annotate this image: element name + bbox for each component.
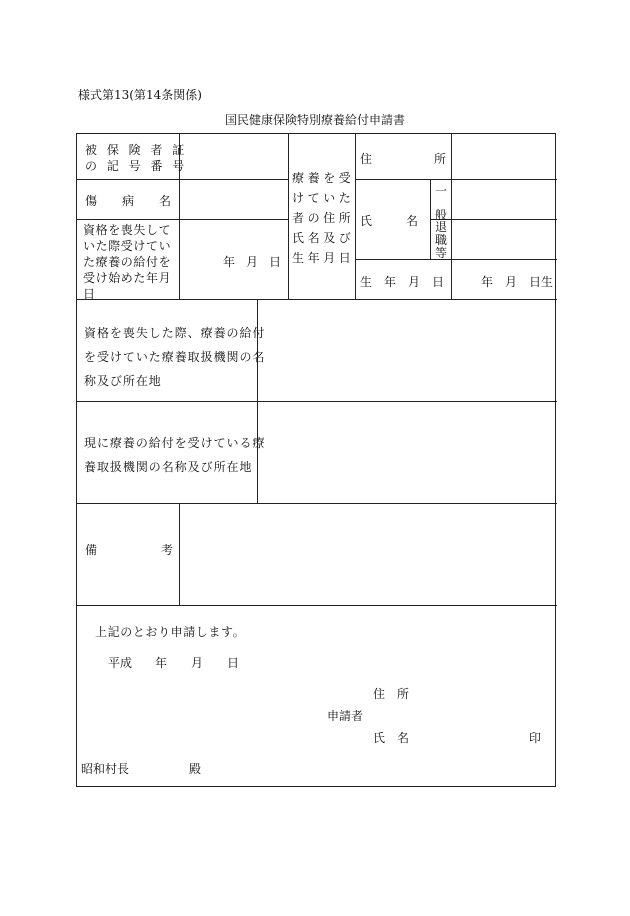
category-retired: 退 職 等	[434, 220, 447, 260]
injury-name-field[interactable]	[180, 180, 287, 218]
name-field[interactable]	[452, 180, 556, 258]
lost-date-field[interactable]: 年 月 日	[223, 255, 281, 269]
applicant-address-label: 住 所	[373, 687, 409, 701]
document-title: 国民健康保険特別療養給付申請書	[224, 113, 405, 127]
addressee-label: 昭和村長	[81, 762, 130, 776]
insured-cert-label: 被 保 険 者 証 の 記 号 番 号	[85, 143, 188, 173]
applicant-name-label: 氏 名	[373, 731, 409, 745]
injury-name-label: 傷 病 名	[85, 194, 171, 208]
honorific-label: 殿	[189, 762, 202, 776]
form-number-label: 様式第13(第14条関係)	[78, 88, 202, 102]
remarks-label: 備 考	[85, 543, 173, 557]
application-date[interactable]: 平成 年 月 日	[108, 656, 240, 670]
birth-date-label: 生 年 月 日	[360, 275, 444, 289]
seal-mark: 印	[529, 731, 542, 745]
birth-date-field[interactable]: 年 月 日生	[481, 275, 553, 289]
applicant-field[interactable]	[417, 682, 527, 746]
address-field[interactable]	[452, 135, 556, 178]
facility-at-loss-field[interactable]	[258, 300, 556, 400]
lost-date-label: 資格を喪失して いた際受けてい た療養の給付を 受け始めた年月 日	[83, 223, 172, 301]
applicant-label: 申請者	[327, 709, 364, 723]
category-general: 一 般	[434, 184, 447, 222]
recipient-label: 療養を受 けていた 者の住所 氏名及び 生年月日	[292, 171, 355, 265]
address-label: 住 所	[360, 152, 446, 166]
insured-cert-field[interactable]	[180, 135, 287, 178]
facility-current-label: 現に療養の給付を受けている療 養取扱機関の名称及び所在地	[84, 436, 266, 474]
application-form-table	[76, 133, 556, 787]
facility-current-field[interactable]	[258, 402, 556, 502]
declaration-statement: 上記のとおり申請します。	[95, 625, 246, 639]
name-label: 氏 名	[360, 214, 418, 228]
facility-at-loss-label: 資格を喪失した際、療養の給付 を受けていた療養取扱機関の名 称及び所在地	[84, 326, 266, 388]
remarks-field[interactable]	[180, 504, 556, 604]
